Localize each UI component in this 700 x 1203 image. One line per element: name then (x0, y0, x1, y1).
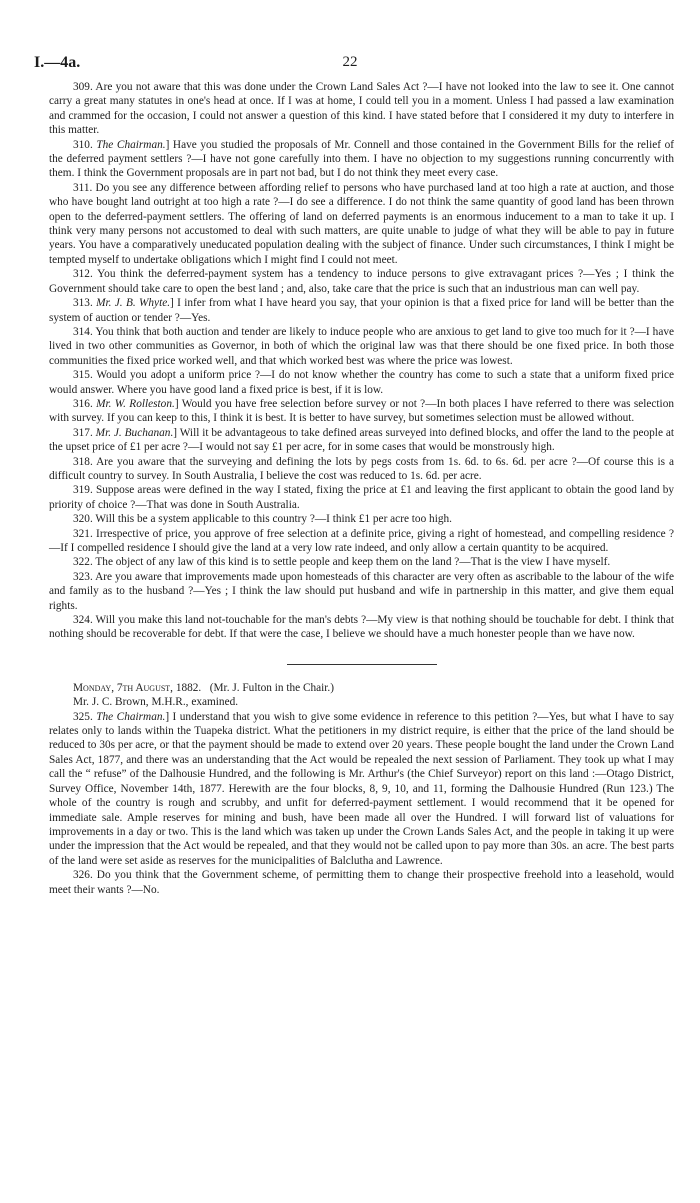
evidence-paragraph (49, 455, 674, 484)
question-number: 317. (73, 426, 96, 439)
section-divider (287, 664, 437, 665)
evidence-paragraph (49, 267, 674, 296)
paragraph-text: 320. Will this be a system applicable to this country ?—I think £1 per acre too high. (73, 513, 452, 526)
meeting-date: Monday, 7th August, 1882. (73, 681, 202, 694)
paragraph-text: 311. Do you see any difference between affording relief to persons who have purchased land at too high a rate at auction, and those who have bought land outright at too high a rate ?—I do see a difference. I do not think the same quantity of good land has been thrown open to the deferred-payment settlers. The offering of land on deferred payments is an enormous inducement to a man to take it up. I think very many persons not accustomed to deal with such matters, are quite unable to judge of what they will be able to pay in future years. You have a comparatively uneducated population dealing with the subject of finance. Under such circumstances, I think I might be tempted myself to undertake obligations which I might find I could not meet. (49, 181, 674, 266)
document-reference: I.—4a. (34, 54, 81, 71)
evidence-paragraph (49, 710, 674, 868)
meeting-chair: (Mr. J. Fulton in the Chair.) (209, 681, 335, 694)
meeting-heading (49, 681, 674, 695)
page-header (34, 54, 666, 74)
paragraph-text: 312. You think the deferred-payment system has a tendency to induce persons to give extravagant prices ?—Yes ; I think the Government should take care to open the best land ; and, also, take care that the price is such that an industrious man can well pay. (49, 268, 674, 295)
evidence-paragraph (49, 555, 674, 569)
evidence-paragraph (49, 512, 674, 526)
paragraph-text: ] I understand that you wish to give some evidence in reference to this petition ?—Yes, but what I have to say relates only to lands within the Tuapeka district. What the petitioners in my district require, is either that the price of the land should be reduced to 30s per acre, or that the payment should be made to extend over 20 years. These people bought the land under the Crown Land Sales Act, 1877, and there was an understanding that the Act would be repealed the next session of Parliament. They took up what I may call the “ refuse” of the Dalhousie Hundred, and the following is Mr. Arthur's (the Chief Surveyor) report on this land :—Otago District, Survey Office, November 14th, 1877. Herewith are the four blocks, 8, 9, 10, and 11, forming the Dalhousie Hundred (Run 123.) The whole of the country is rough and scrubby, and unfit for deferred-payment settlement. I would recommend that it be opened for immediate sale. Ample reserves for mining and bush, have been made all over the Hundred. I will forward list of valuations for improvements in a day or two. This is the land which was taken up under the Crown Lands Sales Act, and the people in taking it up were under the impression that the Act would be repealed, and that they would not be called upon to pay more than 30s. an acre. The best parts of the land were set aside as reserves for the municipalities of Balclutha and Lawrence. (49, 710, 675, 867)
paragraph-text: ] Have you studied the proposals of Mr. Connell and those contained in the Government Bills for the relief of the deferred payment settlers ?—I have not gone carefully into them. I have no objection to my suggestions running concurrently with them. I think the Government proposals are in part not bad, but I do not think they meet every case. (49, 138, 674, 180)
evidence-paragraph (49, 80, 674, 138)
question-number: 325. (73, 710, 97, 723)
evidence-paragraph (49, 325, 674, 368)
evidence-paragraph (49, 368, 674, 397)
paragraph-text: 326. Do you think that the Government scheme, of permitting them to change their prospective freehold into a leasehold, would meet their wants ?—No. (49, 869, 674, 896)
paragraph-text: ] Will it be advantageous to take defined areas surveyed into defined blocks, and offer the land to the people at the upset price of £1 per acre ?—I would not say £1 per acre, for in some cases that would be monstrously high. (49, 426, 674, 454)
paragraph-text: 318. Are you aware that the surveying and defining the lots by pegs costs from 1s. 6d. to 6s. 6d. per acre ?—Of course this is a difficult country to survey. In South Australia, I believe the cost was reduced to 1s. 6d. per acre. (49, 455, 674, 482)
paragraph-text: 321. Irrespective of price, you approve of free selection at a definite price, giving a right of homestead, and compelling residence ?—If I compelled residence I should give the land at a very low rate indeed, and only allow a certain quantity to be acquired. (49, 527, 674, 554)
paragraph-text: 314. You think that both auction and tender are likely to induce people who are anxious to get land to give too much for it ?—I have lived in two other communities as Governor, in both of which the original law was that there should be one fixed price. In both those communities the fixed price worked well, and that which worked best was where the price was lowest. (49, 325, 674, 367)
speaker-name: The Chairman. (96, 710, 166, 723)
paragraph-text: ] Would you have free selection before survey or not ?—In both places I have referred to there was selection with survey. If you can keep to this, I think it is best. It is better to have survey, but sometimes selection must be allowed without. (49, 397, 674, 425)
evidence-paragraph (49, 426, 674, 455)
paragraph-text: 319. Suppose areas were defined in the way I stated, fixing the price at £1 and leaving the first applicant to obtain the good land by priority of choice ?—That was done in South Australia. (49, 484, 674, 511)
evidence-section-1 (49, 80, 674, 642)
paragraph-text: 322. The object of any law of this kind is to settle people and keep them on the land ?—That is the view I have myself. (73, 556, 611, 569)
question-number: 316. (73, 397, 97, 410)
evidence-paragraph (49, 483, 674, 512)
evidence-paragraph (49, 397, 674, 426)
evidence-paragraph (49, 138, 674, 181)
evidence-paragraph (49, 181, 674, 267)
speaker-name: Mr. J. B. Whyte. (96, 297, 171, 310)
speaker-name: The Chairman. (96, 138, 166, 151)
question-number: 313. (73, 297, 97, 310)
evidence-paragraph (49, 570, 674, 613)
evidence-paragraph (49, 613, 674, 642)
paragraph-text: 309. Are you not aware that this was done under the Crown Land Sales Act ?—I have not looked into the law to see it. One cannot carry a great many statutes in one's head at once. If I was at home, I could tell you in a moment. Unless I had passed a law examination and crammed for the occasion, I could not answer a question of this kind. I have stated before that I considered it my duty to interfere in this matter. (49, 81, 674, 137)
page-number: 22 (342, 54, 358, 70)
document-body (49, 80, 674, 897)
evidence-paragraph (49, 296, 674, 325)
paragraph-text: 324. Will you make this land not-touchable for the man's debts ?—My view is that nothing should be touchable for debt. I think that nothing should be recoverable for debt. If that were the case, I believe we should have a much honester people than we have now. (49, 614, 674, 641)
speaker-name: Mr. J. Buchanan. (95, 426, 174, 439)
evidence-paragraph (49, 527, 674, 556)
paragraph-text: ] I infer from what I have heard you say, that your opinion is that a fixed price for land will be better than the system of auction or tender ?—Yes. (49, 297, 675, 324)
evidence-paragraph (49, 868, 674, 897)
witness-heading: Mr. J. C. Brown, M.H.R., examined. (73, 696, 239, 709)
speaker-name: Mr. W. Rolleston. (96, 397, 175, 410)
paragraph-text: 323. Are you aware that improvements made upon homesteads of this character are very often as ascribable to the labour of the wife and family as to the husband ?—Yes ; I think the law should put husband and wife in partnership in this matter, and give them equal rights. (49, 570, 674, 612)
evidence-section-2 (49, 710, 674, 897)
question-number: 310. (73, 138, 97, 151)
paragraph-text: 315. Would you adopt a uniform price ?—I do not know whether the country has come to such a state that a uniform fixed price would answer. Where you have good land a fixed price is best, if it is low. (49, 369, 674, 396)
